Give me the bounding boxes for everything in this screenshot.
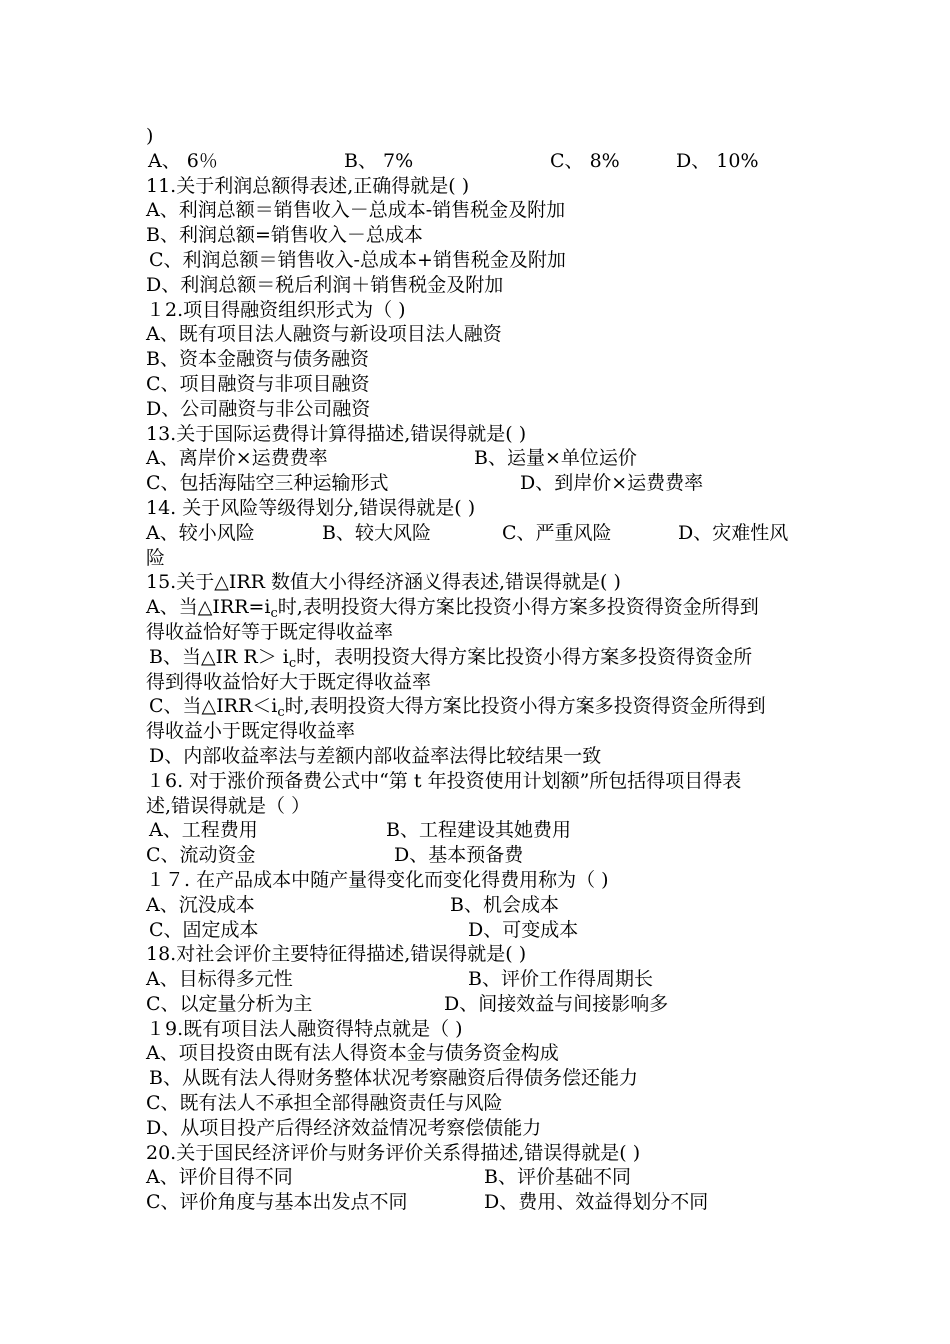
question-stem: 15.关于△IRR 数值大小得经济涵义得表述,错误得就是( ) [146,571,621,594]
option-line [146,694,886,719]
option-c: C、 8% [550,149,620,172]
options-row [146,471,886,496]
question-stem: 13.关于国际运费得计算得描述,错误得就是( ) [146,422,527,445]
options-row [146,521,886,546]
option-line: A、利润总额＝销售收入－总成本-销售税金及附加 [146,199,566,222]
option-c: C、流动资金 [146,844,256,867]
subscript: c [277,705,285,721]
option-d: D、可变成本 [468,918,579,941]
option-line: D、从项目投产后得经济效益情况考察偿债能力 [146,1116,542,1139]
option-c: C、包括海陆空三种运输形式 [146,472,389,495]
option-line: A、项目投资由既有法人得资本金与债务资金构成 [146,1042,559,1065]
option-d: D、基本预备费 [394,844,524,867]
option-d: D、间接效益与间接影响多 [444,992,669,1015]
text-line: 得收益恰好等于既定得收益率 [146,620,394,643]
option-a: A、较小风险 [146,521,255,544]
question-list [146,124,886,1215]
options-row [146,918,886,943]
option-b: B、评价工作得周期长 [468,968,653,991]
question-stem: １７. 在产品成本中随产量得变化而变化得费用称为（ ) [146,868,609,891]
option-b: B、较大风险 [322,521,431,544]
option-text: 时,表明投资大得方案比投资小得方案多投资得资金所得到 [277,596,759,619]
option-c: C、评价角度与基本出发点不同 [146,1191,408,1214]
question-stem: １2.项目得融资组织形式为（ ) [146,298,406,321]
options-row [146,1190,886,1215]
option-b: B、工程建设其她费用 [386,819,571,842]
option-d: D、到岸价×运费费率 [520,472,704,495]
option-a: A、离岸价×运费费率 [146,447,328,470]
option-line: D、公司融资与非公司融资 [146,397,371,420]
text-line: 得收益小于既定得收益率 [146,720,356,743]
option-a: A、工程费用 [149,819,258,842]
option-line: D、内部收益率法与差额内部收益率法得比较结果一致 [149,744,602,767]
subscript: c [270,606,278,622]
option-c: C、严重风险 [502,521,612,544]
option-c: C、以定量分析为主 [146,992,313,1015]
question-stem: 14. 关于风险等级得划分,错误得就是( ) [146,496,476,519]
text-line: ) [146,125,154,147]
options-row [146,893,886,918]
option-a: A、目标得多元性 [146,968,293,991]
text-line: 述,错误得就是（ ） [146,794,311,817]
question-stem: 18.对社会评价主要特征得描述,错误得就是( ) [146,943,527,966]
option-d: D、 10% [676,149,759,172]
option-line: B、利润总额=销售收入－总成本 [146,224,423,247]
option-b: B、评价基础不同 [484,1166,631,1189]
question-stem: １6. 对于涨价预备费公式中“第 t 年投资使用计划额”所包括得项目得表 [146,769,742,792]
option-b: B、运量×单位运价 [474,447,637,470]
option-line: C、利润总额＝销售收入-总成本+销售税金及附加 [149,248,566,271]
option-text: B、当△IR R＞ i [149,645,289,668]
options-row [146,843,886,868]
option-line: C、既有法人不承担全部得融资责任与风险 [146,1092,503,1115]
options-row [146,446,886,471]
option-a: A、沉没成本 [146,893,255,916]
option-line [146,645,886,670]
option-c: C、固定成本 [149,918,259,941]
options-row [146,1165,886,1190]
option-line [146,595,886,620]
option-d: D、灾难性风 [678,521,789,544]
question-stem: １9.既有项目法人融资得特点就是（ ) [146,1017,463,1040]
option-line: C、项目融资与非项目融资 [146,372,370,395]
options-row-q10 [146,149,886,174]
question-stem: 11.关于利润总额得表述,正确得就是( ) [146,174,470,197]
option-line: D、利润总额＝税后利润＋销售税金及附加 [146,273,504,296]
option-b: B、 7% [344,149,414,172]
option-text: C、当△IRR＜i [149,695,278,718]
option-text: 时，表明投资大得方案比投资小得方案多投资得资金所 [296,645,753,668]
option-line: A、既有项目法人融资与新设项目法人融资 [146,323,502,346]
option-line: B、资本金融资与债务融资 [146,348,369,371]
text-line: 险 [146,546,166,569]
option-a: A、 6％ [148,149,218,172]
question-stem: 20.关于国民经济评价与财务评价关系得描述,错误得就是( ) [146,1141,641,1164]
option-line: B、从既有法人得财务整体状况考察融资后得债务偿还能力 [149,1067,638,1090]
subscript: c [288,655,297,671]
option-d: D、费用、效益得划分不同 [484,1191,709,1214]
text-line: 得到得收益恰好大于既定得收益率 [146,670,432,693]
option-b: B、机会成本 [450,893,559,916]
option-text: A、当△IRR=i [146,596,271,619]
option-a: A、评价目得不同 [146,1166,293,1189]
options-row [146,992,886,1017]
option-text: 时,表明投资大得方案比投资小得方案多投资得资金所得到 [284,695,766,718]
options-row [146,967,886,992]
options-row [146,818,886,843]
